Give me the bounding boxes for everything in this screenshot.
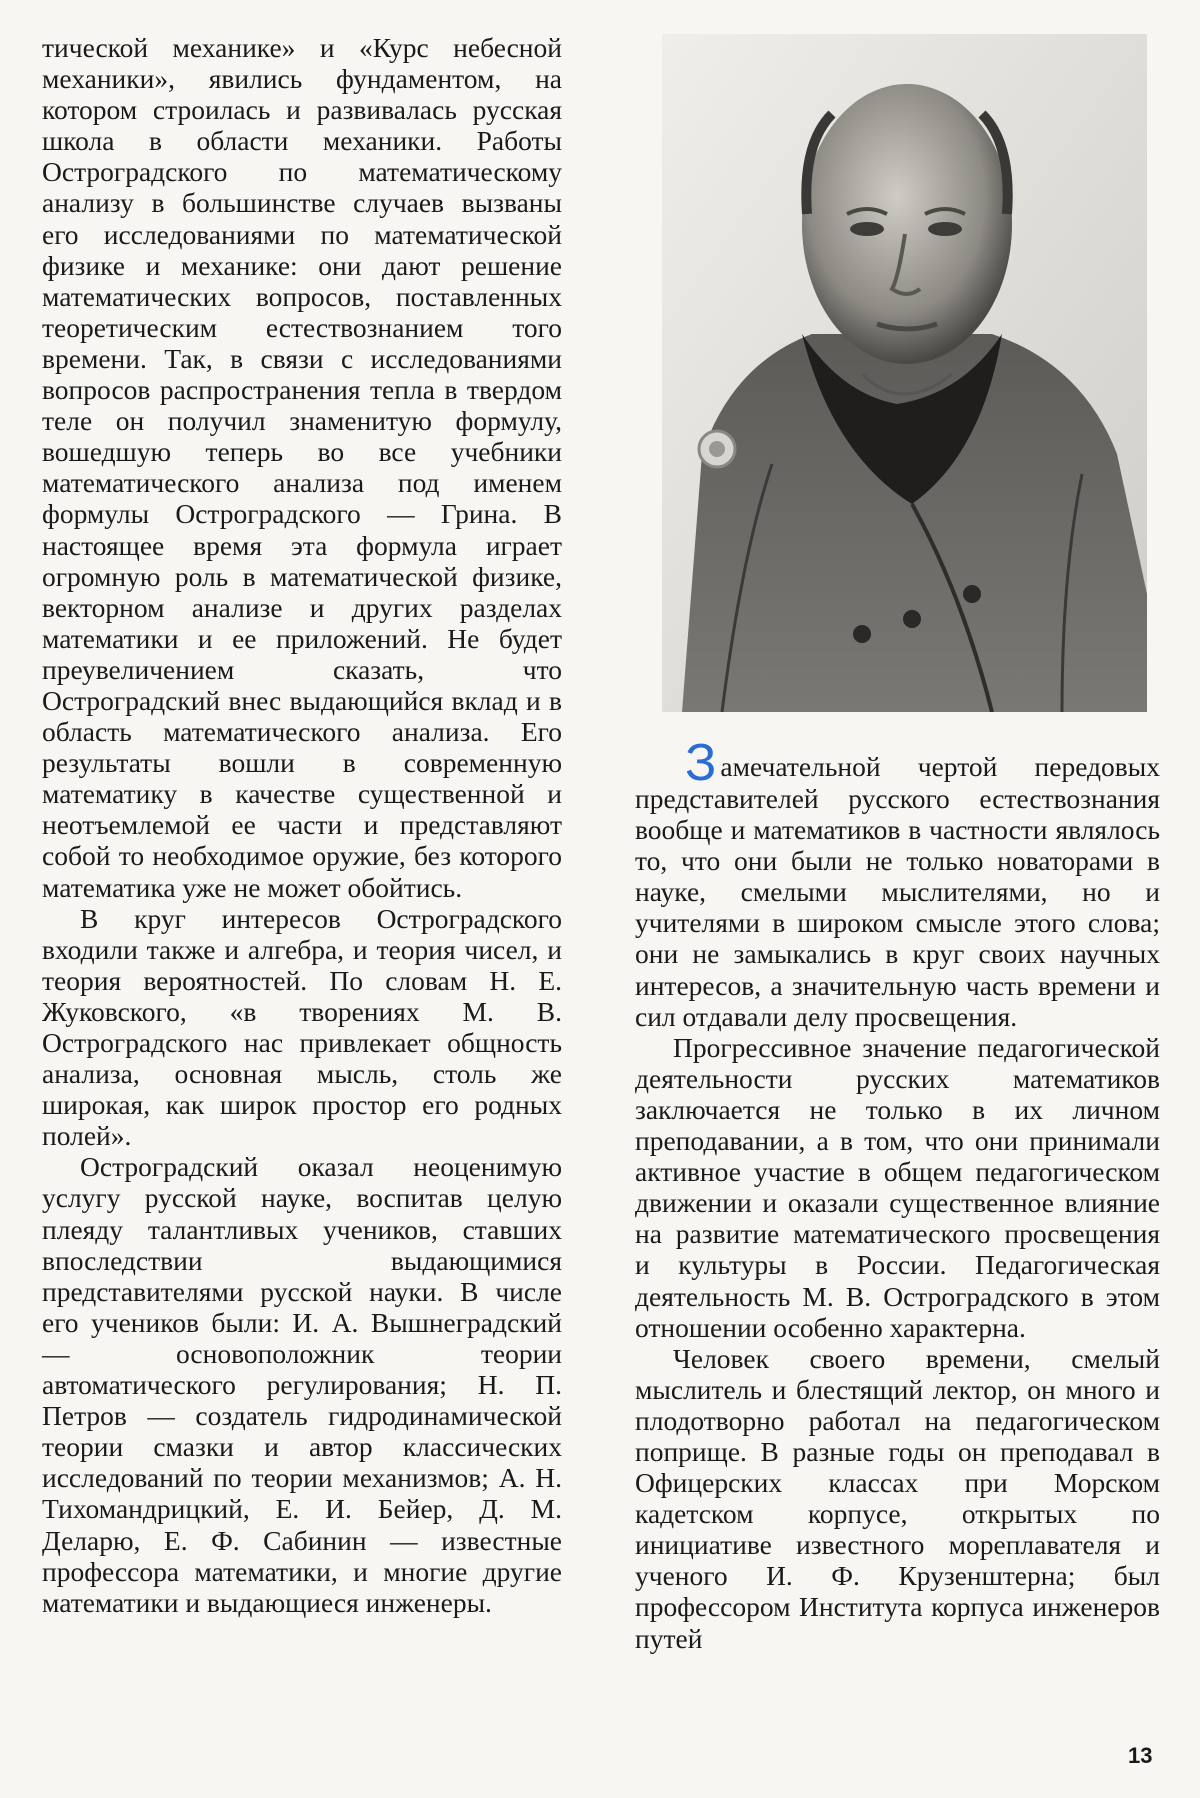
paragraph	[635, 734, 1160, 1032]
left-text-column	[42, 32, 562, 1618]
paragraph: Остроградский оказал неоценимую услугу русской науке, воспитав целую плеяду талантливых учеников, ставших впоследствии выдающимися представителями русской науки. В числе его учеников были: И. А. Вышнеградский — основоположник теории автоматического регулирования; Н. П. Петров — создатель гидродинамической теории смазки и автор классических исследований по теории механизмов; А. Н. Тихомандрицкий, Е. И. Бейер, Д. М. Деларю, Е. Ф. Сабинин — известные профессора математики, и многие другие математики и выдающиеся инженеры.	[42, 1151, 562, 1618]
paragraph-text: амечательной чертой передовых представителей русского естествознания вообще и математиков в частности являлось то, что они были не только новаторами в науке, смелыми мыслителями, но и учителями в широком смысле этого слова; они не замыкались в круг своих научных интересов, а значительную часть времени и сил отдавали делу просвещения.	[635, 751, 1160, 1032]
paragraph: Прогрессивное значение педагогической деятельности русских математиков заключается не только в их личном преподавании, а в том, что они принимали активное участие в общем педагогическом движении и оказали существенное влияние на развитие математического просвещения и культуры в России. Педагогическая деятельность М. В. Остроградского в этом отношении особенно характерна.	[635, 1031, 1160, 1343]
portrait-image	[662, 34, 1147, 712]
paragraph: Человек своего времени, смелый мыслитель и блестящий лектор, он много и плодотворно работал на педагогическом поприще. В разные годы он преподавал в Офицерских классах при Морском кадетском корпусе, открытых по инициативе известного мореплавателя и ученого И. Ф. Крузенштерна; был профессором Института корпуса инженеров путей	[635, 1342, 1160, 1654]
right-text-column	[635, 734, 1160, 1654]
portrait-drawing	[662, 34, 1147, 712]
paragraph: В круг интересов Остроградского входили также и алгебра, и теория чисел, и теория вероятностей. По словам Н. Е. Жуковского, «в творениях М. В. Остроградского нас привлекает общность анализа, основная мысль, столь же широкая, как широк простор его родных полей».	[42, 902, 562, 1152]
drop-cap: З	[685, 734, 717, 792]
paragraph: тической механике» и «Курс небесной механики», явились фундаментом, на котором строилась и развивалась русская школа в области механики. Работы Остроградского по математическому анализу в большинстве случаев вызваны его исследованиями по математической физике и механике: они дают решение математических вопросов, поставленных теоретическим естествознанием того времени. Так, в связи с исследованиями вопросов распространения тепла в твердом теле он получил знаменитую формулу, вошедшую теперь во все учебники математического анализа под именем формулы Остроградского — Грина. В настоящее время эта формула играет огромную роль в математической физике, векторном анализе и других разделах математики и ее приложений. Не будет преувеличением сказать, что Остроградский внес выдающийся вклад и в область математического анализа. Его результаты вошли в современную математику в качестве существенной и неотъемлемой ее части и представляют собой то необходимое оружие, без которого математика уже не может обойтись.	[42, 32, 562, 903]
page-number: 13	[1128, 1743, 1153, 1768]
